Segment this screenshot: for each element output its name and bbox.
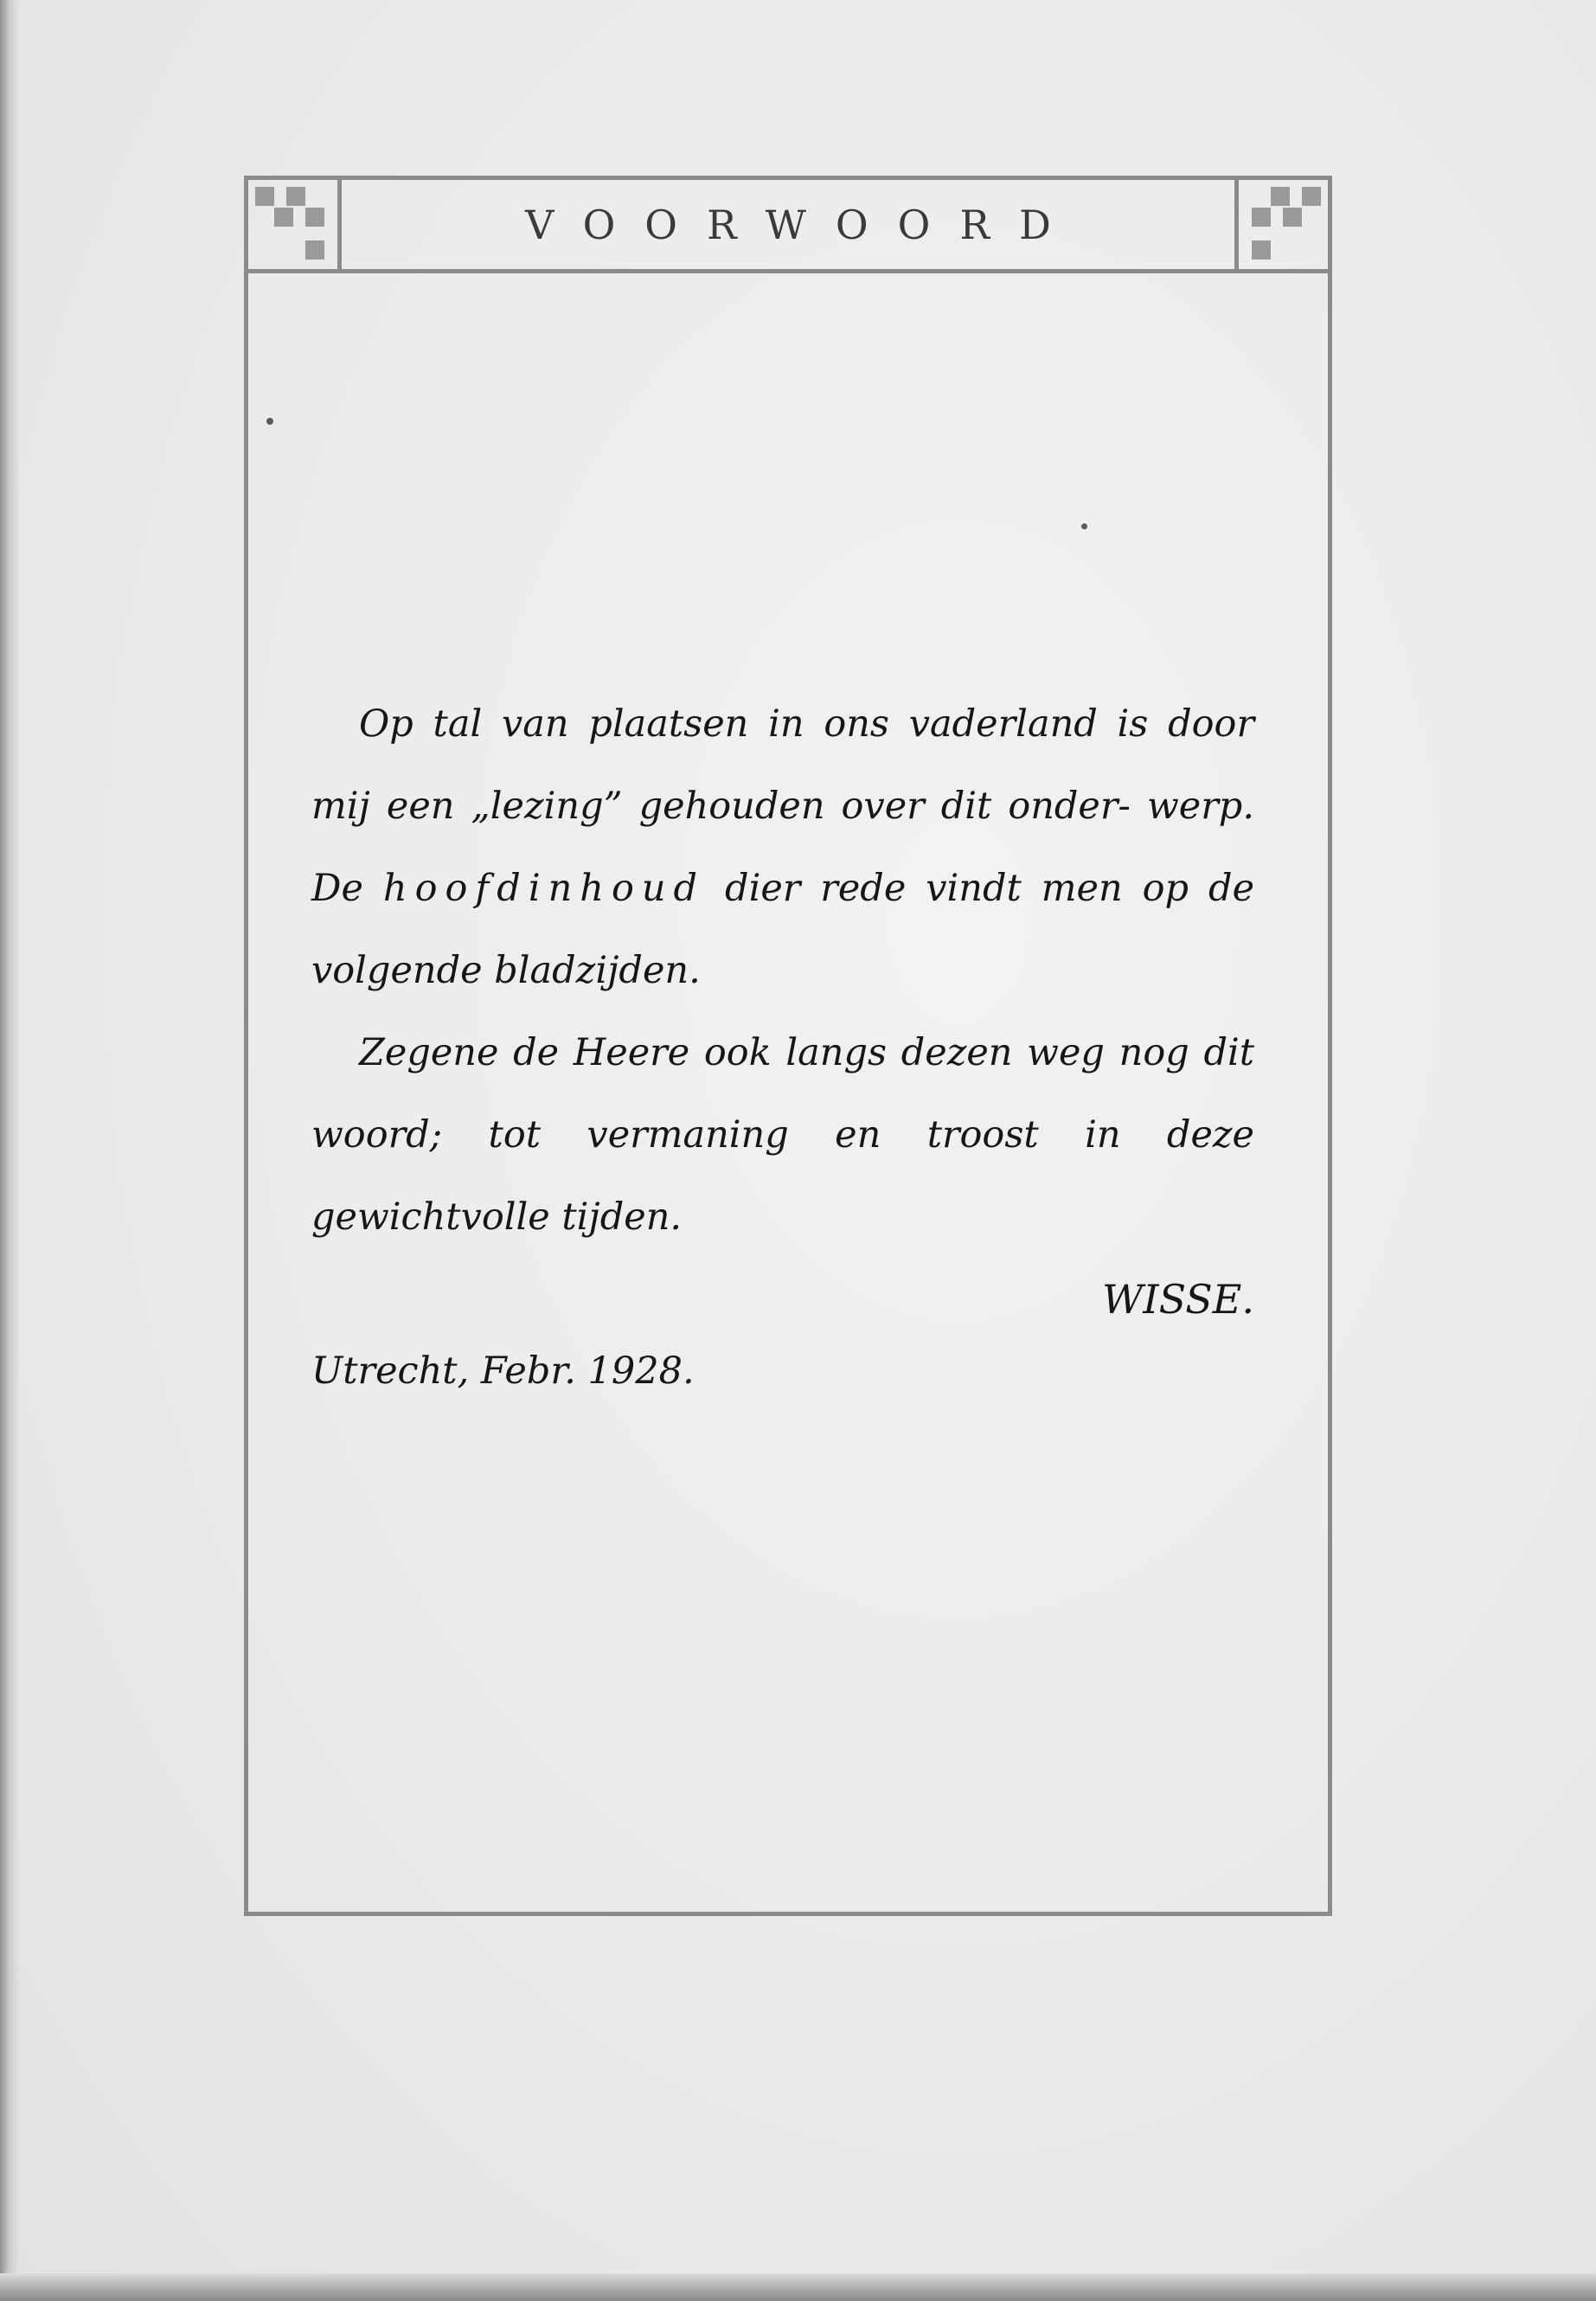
text-line: gewichtvolle tijden. [311,1195,683,1239]
text-line: werp. De [311,785,1255,910]
page-left-edge [0,0,19,2301]
place-date: Utrecht, Febr. 1928. [311,1349,695,1393]
signature: WISSE. [1102,1276,1254,1323]
page-bottom-edge [0,2273,1596,2301]
paragraph-1 [311,683,1254,1012]
checker-ornament-right [1234,180,1328,269]
paragraph-2 [311,1012,1254,1259]
preface-text [311,683,1254,1413]
text-line: dier rede vindt men [705,867,1123,910]
page-title: VOORWOORD [525,201,1080,248]
text-line: Op tal van plaatsen in ons vaderland is [359,702,1149,746]
text-line: dit woord; tot vermaning en troost in deze [311,1031,1254,1157]
emphasis-word: hoofdinhoud [382,867,706,910]
text-line: door mij een „lezing” gehouden over dit onder- [311,702,1254,828]
text-line: Zegene de Heere ook langs dezen weg nog [359,1031,1189,1074]
header-band [248,180,1328,273]
text-line: op de volgende bladzijden. [311,867,1255,992]
